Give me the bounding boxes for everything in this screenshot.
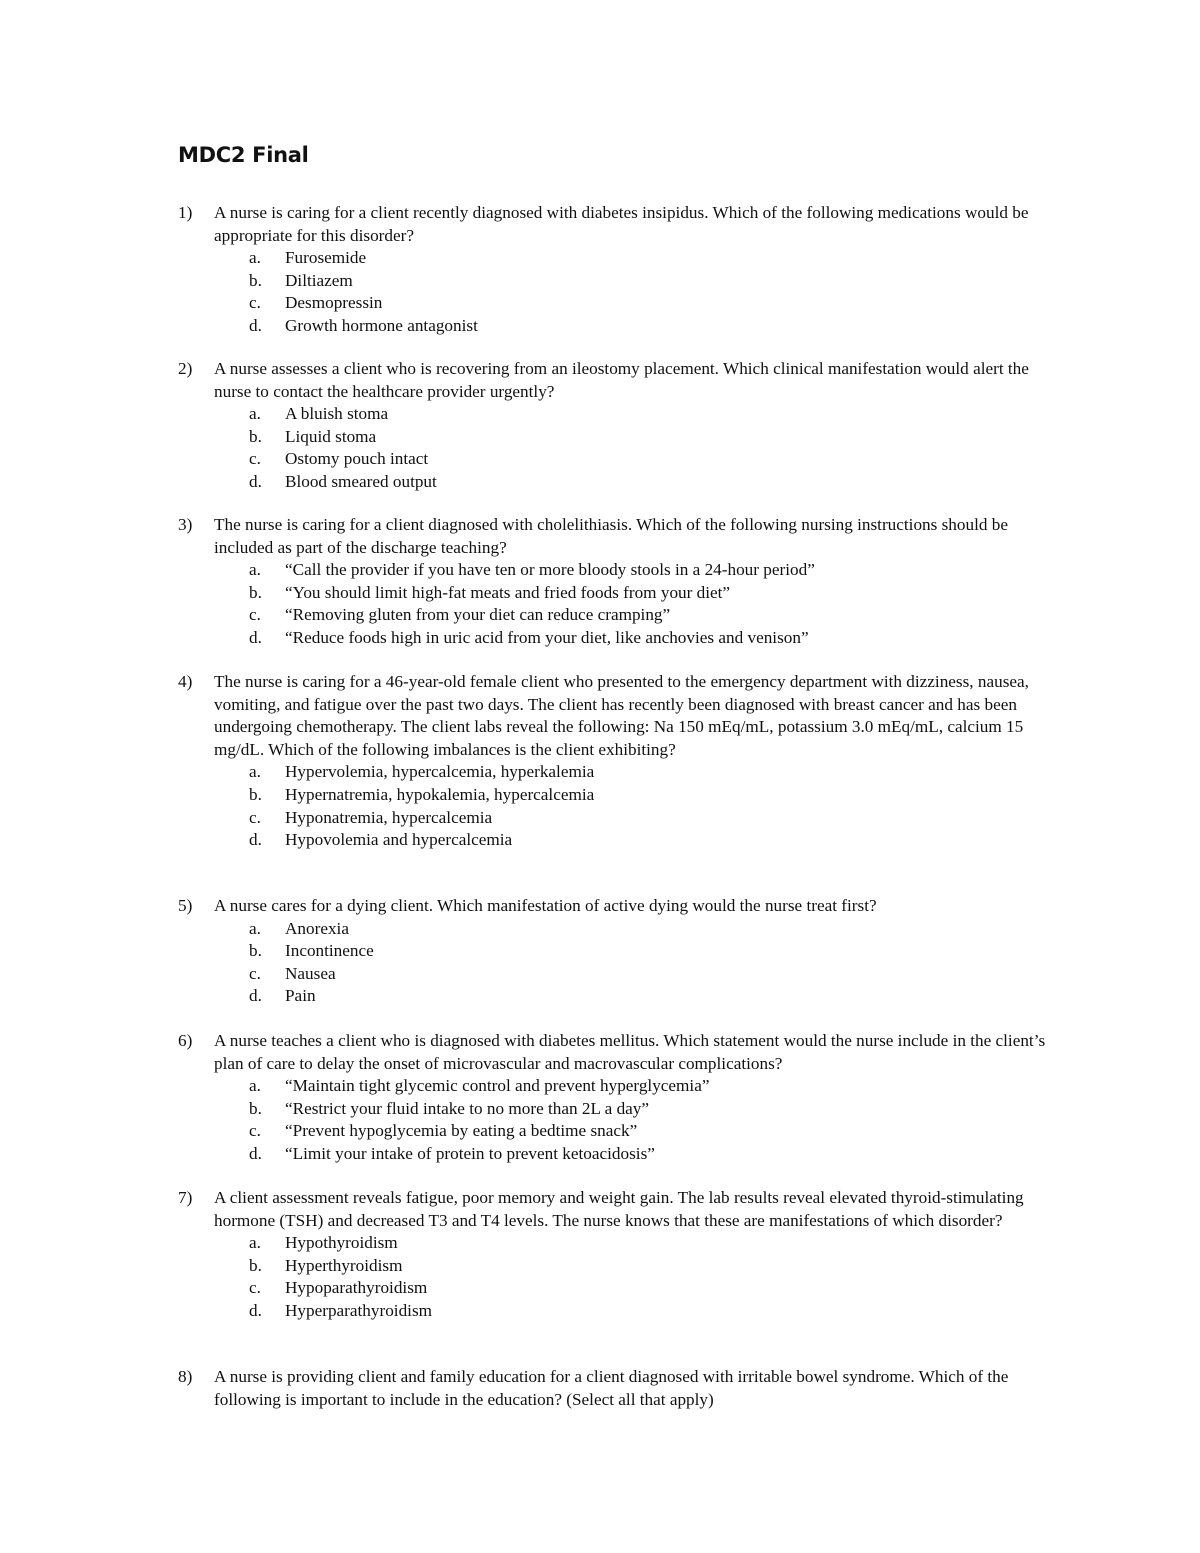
question-3 [178,514,1068,650]
option-text: “Removing gluten from your diet can reduce cramping” [285,605,671,625]
option-letter: b. [249,784,262,804]
answer-option [178,985,1068,1008]
option-text: Ostomy pouch intact [285,449,429,469]
question-text: The nurse is caring for a 46-year-old female client who presented to the emergency department with dizziness, nausea, vomiting, and fatigue over the past two days. The client has recently been diagnosed with breast cancer and has been undergoing chemotherapy. The client labs reveal the following: Na 150 mEq/mL, potassium 3.0 mEq/mL, calcium 15 mg/dL. Which of the following imbalances is the client exhibiting? [214,672,1029,759]
question-number: 2) [178,359,193,378]
question-number: 4) [178,672,193,691]
option-text: “Prevent hypoglycemia by eating a bedtime snack” [285,1121,638,1141]
answer-option [178,807,1068,830]
option-letter: a. [249,1076,261,1096]
option-letter: a. [249,560,261,580]
option-letter: c. [249,449,261,469]
question-text: The nurse is caring for a client diagnosed with cholelithiasis. Which of the following nursing instructions should be included as part of the discharge teaching? [214,515,1008,557]
question-number: 6) [178,1031,193,1050]
answer-option [178,1075,1068,1098]
option-letter: b. [249,941,262,961]
answer-options [178,918,1068,1008]
option-text: Pain [285,986,316,1006]
question-stem [178,514,1068,559]
option-text: Hyponatremia, hypercalcemia [285,807,493,827]
answer-option [178,403,1068,426]
question-number: 1) [178,203,193,222]
question-8 [178,1366,1068,1411]
answer-options [178,761,1068,851]
option-text: “You should limit high-fat meats and fried foods from your diet” [285,582,731,602]
question-number: 5) [178,896,193,915]
option-letter: c. [249,963,261,983]
option-letter: d. [249,315,262,335]
option-text: Nausea [285,963,336,983]
question-text: A nurse teaches a client who is diagnosed with diabetes mellitus. Which statement would the nurse include in the client’s plan of care to delay the onset of microvascular and macrovascular complications? [214,1031,1046,1073]
option-text: Diltiazem [285,270,353,290]
answer-option [178,315,1068,338]
answer-options [178,1075,1068,1165]
answer-option [178,1232,1068,1255]
option-letter: c. [249,807,261,827]
answer-option [178,426,1068,449]
question-stem [178,1030,1068,1075]
answer-option [178,559,1068,582]
option-text: Hypoparathyroidism [285,1278,428,1298]
answer-option [178,247,1068,270]
option-letter: c. [249,1121,261,1141]
option-letter: d. [249,1143,262,1163]
option-letter: b. [249,270,262,290]
answer-options [178,1232,1068,1322]
question-stem [178,671,1068,761]
option-letter: b. [249,426,262,446]
option-letter: d. [249,986,262,1006]
option-text: Hypovolemia and hypercalcemia [285,830,513,850]
option-text: “Call the provider if you have ten or more bloody stools in a 24-hour period” [285,560,815,580]
answer-option [178,784,1068,807]
option-text: Anorexia [285,918,349,938]
answer-option [178,582,1068,605]
option-text: Liquid stoma [285,426,377,446]
option-text: Growth hormone antagonist [285,315,478,335]
option-text: Hypervolemia, hypercalcemia, hyperkalemia [285,762,595,782]
option-letter: a. [249,918,261,938]
question-1 [178,202,1068,338]
question-7 [178,1187,1068,1323]
option-letter: b. [249,1255,262,1275]
document-title: MDC2 Final [178,143,309,167]
answer-option [178,829,1068,852]
option-text: Blood smeared output [285,471,437,491]
question-stem [178,895,1068,918]
answer-options [178,247,1068,337]
answer-options [178,559,1068,649]
answer-option [178,1120,1068,1143]
question-text: A nurse is providing client and family education for a client diagnosed with irritable bowel syndrome. Which of the following is important to include in the education? (Select all that apply) [214,1367,1009,1409]
answer-option [178,1098,1068,1121]
answer-option [178,940,1068,963]
question-stem [178,1187,1068,1232]
answer-options [178,403,1068,493]
question-number: 8) [178,1367,193,1386]
option-text: Furosemide [285,248,367,268]
option-letter: d. [249,471,262,491]
answer-option [178,1300,1068,1323]
option-letter: a. [249,762,261,782]
answer-option [178,604,1068,627]
answer-option [178,448,1068,471]
question-4 [178,671,1068,852]
option-text: Hyperparathyroidism [285,1300,433,1320]
option-text: Hypernatremia, hypokalemia, hypercalcemia [285,784,595,804]
answer-option [178,761,1068,784]
option-text: Incontinence [285,941,374,961]
answer-option [178,270,1068,293]
question-text: A nurse assesses a client who is recovering from an ileostomy placement. Which clinical manifestation would alert the nurse to contact the healthcare provider urgently? [214,359,1029,401]
option-text: “Maintain tight glycemic control and prevent hyperglycemia” [285,1076,710,1096]
option-letter: b. [249,1098,262,1118]
question-number: 3) [178,515,193,534]
answer-option [178,627,1068,650]
option-text: Hypothyroidism [285,1233,398,1253]
question-stem [178,1366,1068,1411]
answer-option [178,963,1068,986]
answer-option [178,1255,1068,1278]
question-number: 7) [178,1188,193,1207]
question-text: A nurse is caring for a client recently diagnosed with diabetes insipidus. Which of the following medications would be appropriate for this disorder? [214,203,1029,245]
option-letter: d. [249,830,262,850]
answer-option [178,471,1068,494]
option-text: Hyperthyroidism [285,1255,403,1275]
option-letter: a. [249,404,261,424]
option-text: Desmopressin [285,293,383,313]
option-text: “Limit your intake of protein to prevent ketoacidosis” [285,1143,655,1163]
option-text: “Reduce foods high in uric acid from your diet, like anchovies and venison” [285,627,809,647]
answer-option [178,918,1068,941]
option-letter: c. [249,605,261,625]
option-letter: d. [249,1300,262,1320]
question-2 [178,358,1068,494]
question-5 [178,895,1068,1008]
question-stem [178,358,1068,403]
option-text: “Restrict your fluid intake to no more than 2L a day” [285,1098,650,1118]
answer-option [178,292,1068,315]
question-text: A client assessment reveals fatigue, poor memory and weight gain. The lab results reveal elevated thyroid-stimulating hormone (TSH) and decreased T3 and T4 levels. The nurse knows that these are manifestations of which disorder? [214,1188,1024,1230]
question-stem [178,202,1068,247]
answer-option [178,1143,1068,1166]
option-letter: c. [249,1278,261,1298]
option-letter: a. [249,248,261,268]
option-letter: a. [249,1233,261,1253]
answer-option [178,1277,1068,1300]
option-letter: d. [249,627,262,647]
option-letter: c. [249,293,261,313]
option-letter: b. [249,582,262,602]
question-text: A nurse cares for a dying client. Which manifestation of active dying would the nurse treat first? [214,896,877,915]
option-text: A bluish stoma [285,404,389,424]
question-6 [178,1030,1068,1166]
